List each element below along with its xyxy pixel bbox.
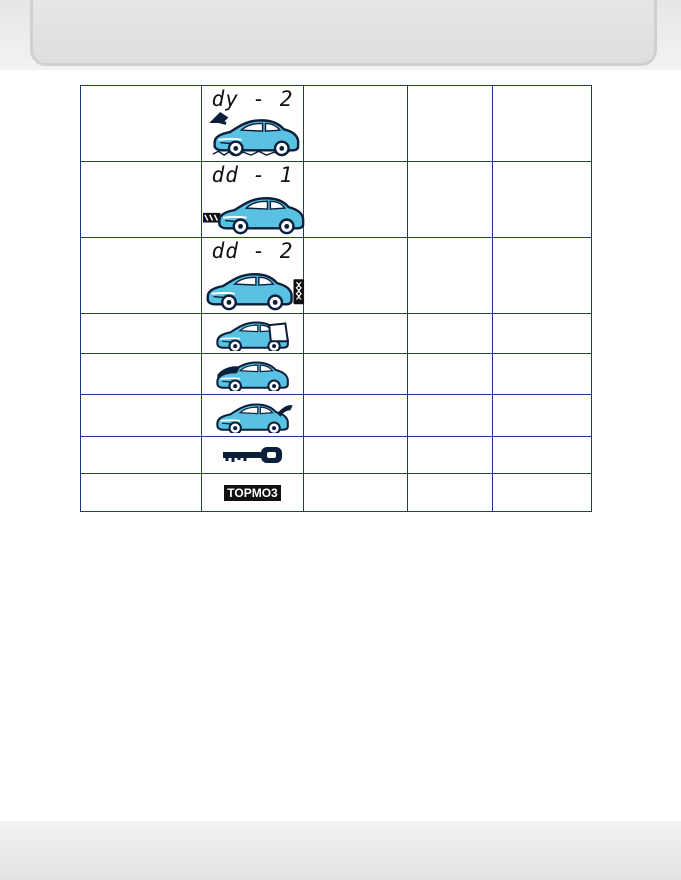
icon-cell [202, 238, 304, 314]
table-cell [493, 162, 592, 238]
icon-cell [202, 395, 304, 437]
icon-cell [202, 437, 304, 474]
car-door-open-icon [211, 317, 295, 351]
table-row [81, 437, 592, 474]
sensor-table [80, 85, 592, 512]
table-row [81, 162, 592, 238]
table-cell [81, 395, 202, 437]
table-cell [81, 238, 202, 314]
table-cell [81, 474, 202, 512]
icon-cell [202, 314, 304, 354]
table-cell [304, 437, 408, 474]
table-cell [408, 395, 493, 437]
table-cell [408, 86, 493, 162]
footer-band [0, 821, 681, 880]
car-hood-open-icon [211, 357, 295, 391]
icon-cell [202, 162, 304, 238]
car-rear-sensor-icon [202, 261, 306, 311]
table-cell [408, 162, 493, 238]
ignition-key-icon [221, 444, 285, 466]
table-cell [304, 314, 408, 354]
table-cell [81, 162, 202, 238]
table-cell [304, 354, 408, 395]
table-cell [81, 354, 202, 395]
table-cell [81, 314, 202, 354]
table-cell [493, 474, 592, 512]
table-cell [408, 354, 493, 395]
table-cell [408, 314, 493, 354]
header-panel [30, 0, 657, 66]
car-trunk-open-icon [211, 399, 295, 433]
table-cell [304, 162, 408, 238]
car-front-sensor-icon [202, 185, 306, 235]
table-cell [493, 314, 592, 354]
brake-badge-icon: TOPMO3 [224, 485, 280, 501]
table-row [81, 354, 592, 395]
table-cell [304, 395, 408, 437]
display-code: dy - 2 [211, 87, 294, 111]
table-cell [408, 474, 493, 512]
display-code: dd - 1 [211, 163, 294, 187]
table-cell [304, 474, 408, 512]
table-cell [304, 238, 408, 314]
table-cell [81, 437, 202, 474]
table-cell [493, 395, 592, 437]
table-cell [493, 354, 592, 395]
table-cell [408, 437, 493, 474]
car-shock-sensor-icon [205, 109, 301, 159]
icon-cell [202, 354, 304, 395]
table-row [81, 238, 592, 314]
table-cell [81, 86, 202, 162]
table-row [81, 395, 592, 437]
table-row [81, 474, 592, 512]
table-cell [493, 86, 592, 162]
table-row [81, 314, 592, 354]
table-cell [493, 437, 592, 474]
display-code: dd - 2 [211, 239, 294, 263]
table-cell [304, 86, 408, 162]
table-cell [408, 238, 493, 314]
table-row [81, 86, 592, 162]
icon-cell [202, 86, 304, 162]
table-cell [493, 238, 592, 314]
icon-cell [202, 474, 304, 512]
